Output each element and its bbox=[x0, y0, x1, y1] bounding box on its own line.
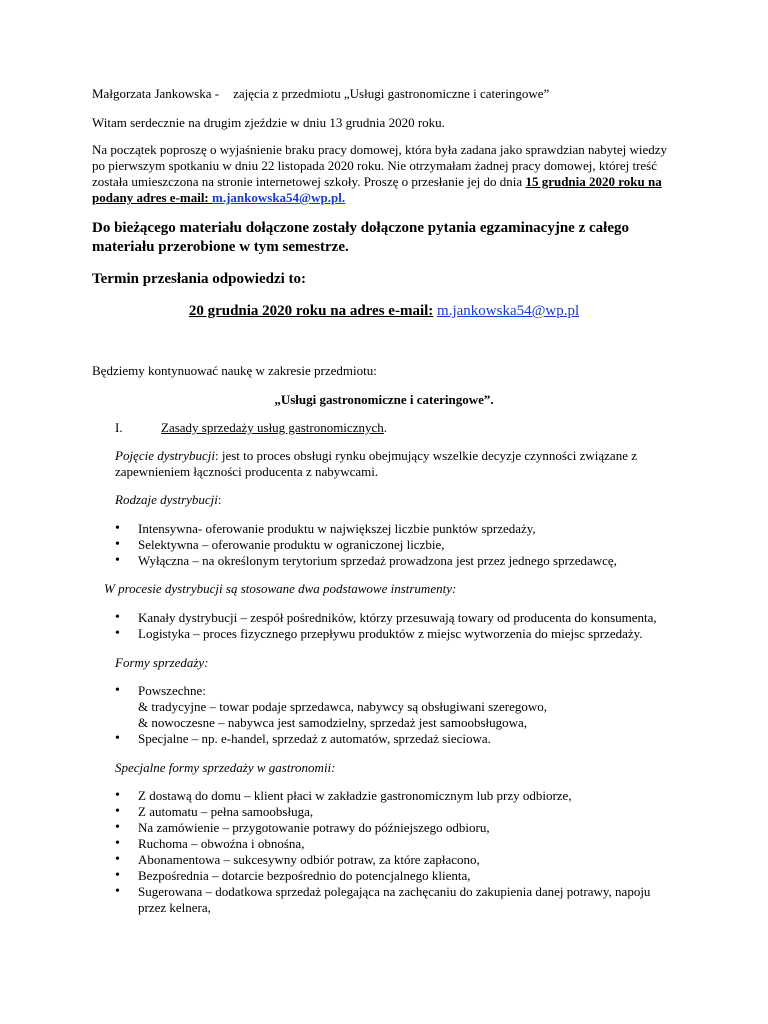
distribution-types-list bbox=[115, 521, 675, 569]
homework-deadline: 15 grudnia 2020 roku na bbox=[525, 174, 662, 189]
general-sub-1: & tradycyjne – towar podaje sprzedawca, nabywcy są obsługiwani szeregowo, bbox=[138, 699, 547, 714]
course-name: zajęcia z przedmiotu „Usługi gastronomiczne i cateringowe” bbox=[233, 86, 550, 101]
homework-paragraph bbox=[92, 142, 672, 206]
distribution-definition-line-1 bbox=[115, 448, 675, 464]
special-gastro-list bbox=[115, 788, 675, 916]
section-1-title: Zasady sprzedaży usług gastronomicznych bbox=[161, 420, 384, 435]
deadline-email-link[interactable]: m.jankowska54@wp.pl bbox=[437, 303, 580, 319]
list-item: • Bezpośrednia – dotarcie bezpośrednio do potencjalnego klienta, bbox=[115, 868, 675, 884]
general-sub-2: & nowoczesne – nabywca jest samodzielny, sprzedaż jest samoobsługowa, bbox=[138, 715, 528, 730]
header-line bbox=[92, 86, 672, 102]
exam-notice-line-1: Do bieżącego materiału dołączone zostały dołączone pytania egzaminacyjne z całego bbox=[92, 220, 629, 236]
deadline-heading: Termin przesłania odpowiedzi to: bbox=[92, 271, 307, 287]
list-item: • Selektywna – oferowanie produktu w ograniczonej liczbie, bbox=[115, 537, 675, 553]
list-item: • Abonamentowa – sukcesywny odbiór potraw, za które zapłacono, bbox=[115, 852, 675, 868]
deadline-text: 20 grudnia 2020 roku na adres e-mail: bbox=[188, 303, 434, 319]
distribution-definition-line-2: zapewnieniem łączności producenta z nabywcami. bbox=[115, 464, 379, 479]
distribution-definition bbox=[115, 448, 675, 480]
list-item bbox=[115, 884, 675, 916]
subject-title: „Usługi gastronomiczne i cateringowe”. bbox=[274, 392, 494, 407]
distribution-types-title: Rodzaje dystrybucji bbox=[115, 492, 218, 507]
suggested-line-1: • Sugerowana – dodatkowa sprzedaż polegająca na zachęcaniu do zakupienia danej potrawy, napoju bbox=[138, 884, 651, 899]
general-label: • Powszechne: bbox=[138, 683, 206, 698]
instruments-heading: W procesie dystrybucji są stosowane dwa podstawowe instrumenty: bbox=[104, 581, 457, 596]
distribution-types-heading bbox=[115, 492, 695, 508]
continue-intro: Będziemy kontynuować naukę w zakresie przedmiotu: bbox=[92, 363, 377, 378]
homework-line-2: po pierwszym spotkaniu w dniu 22 listopada 2020 roku. Nie otrzymałam żadnej pracy domowej, której treść bbox=[92, 158, 657, 173]
distribution-types-colon: : bbox=[217, 492, 222, 507]
list-item: • Kanały dystrybucji – zespół pośredników, którzy przesuwają towary od producenta do konsumenta, bbox=[115, 610, 675, 626]
list-item: • Wyłączna – na określonym terytorium sprzedaż prowadzona jest przez jednego sprzedawcę, bbox=[115, 553, 675, 569]
section-1-number: I. bbox=[115, 420, 123, 435]
distribution-definition-text: : jest to proces obsługi rynku obejmujący wszelkie decyzje czynności związane z bbox=[215, 448, 637, 463]
author-name: Małgorzata Jankowska - bbox=[92, 86, 220, 101]
list-item: • Ruchoma – obwoźna i obnośna, bbox=[115, 836, 675, 852]
exam-notice bbox=[92, 219, 672, 257]
list-item: • Specjalne – np. e-handel, sprzedaż z automatów, sprzedaż sieciowa. bbox=[115, 731, 675, 747]
sales-forms-heading: Formy sprzedaży: bbox=[115, 655, 209, 670]
instruments-list bbox=[115, 610, 675, 642]
list-item: • Z dostawą do domu – klient płaci w zakładzie gastronomicznym lub przy odbiorze, bbox=[115, 788, 675, 804]
list-item: • Z automatu – pełna samoobsługa, bbox=[115, 804, 675, 820]
sales-forms-list bbox=[115, 683, 675, 747]
list-item: • Logistyka – proces fizycznego przepływu produktów z miejsc wytworzenia do miejsc sprzedaży. bbox=[115, 626, 675, 642]
homework-line-3 bbox=[92, 174, 672, 190]
list-item bbox=[115, 683, 675, 731]
list-item: • Intensywna- oferowanie produktu w największej liczbie punktów sprzedaży, bbox=[115, 521, 675, 537]
section-1-period: . bbox=[383, 420, 387, 435]
homework-email-label: podany adres e-mail: bbox=[92, 190, 209, 205]
special-gastro-heading: Specjalne formy sprzedaży w gastronomii: bbox=[115, 760, 336, 775]
deadline-line bbox=[92, 302, 676, 321]
homework-line-1: Na początek poproszę o wyjaśnienie braku pracy domowej, która była zadana jako sprawdzian nabytej wiedzy bbox=[92, 142, 668, 157]
greeting: Witam serdecznie na drugim zjeździe w dniu 13 grudnia 2020 roku. bbox=[92, 115, 445, 130]
exam-notice-line-2: materiału przerobione w tym semestrze. bbox=[92, 239, 349, 255]
list-item: • Na zamówienie – przygotowanie potrawy do późniejszego odbioru, bbox=[115, 820, 675, 836]
homework-line-4 bbox=[92, 190, 672, 206]
homework-line-3-text: została umieszczona na stronie internetowej szkoły. Proszę o przesłanie jej do dnia bbox=[92, 174, 526, 189]
suggested-line-2: przez kelnera, bbox=[138, 900, 211, 915]
homework-email-link[interactable]: m.jankowska54@wp.pl. bbox=[212, 190, 346, 205]
distribution-term: Pojęcie dystrybucji bbox=[115, 448, 215, 463]
section-1-heading bbox=[115, 420, 387, 436]
